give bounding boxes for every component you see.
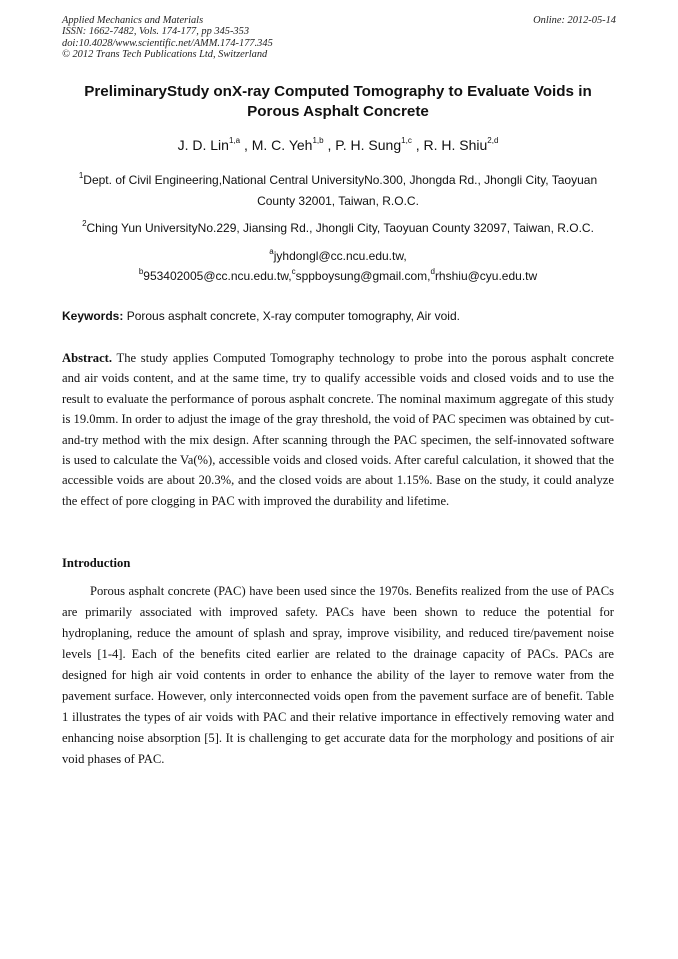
author-separator: , [240, 137, 252, 153]
issn-line: ISSN: 1662-7482, Vols. 174-177, pp 345-353 [62, 26, 250, 38]
copyright-line: © 2012 Trans Tech Publications Ltd, Switzerland [62, 49, 268, 61]
author-name: M. C. Yeh [251, 137, 313, 153]
abstract-section [62, 348, 614, 511]
online-date: Online: 2012-05-14 [533, 15, 616, 26]
email-mark: b [138, 267, 144, 276]
email-list [62, 246, 614, 286]
paper-title: PreliminaryStudy onX-ray Computed Tomography to Evaluate Voids in Porous Asphalt Concrete [84, 83, 592, 120]
author-list [62, 136, 614, 154]
affiliation-2 [62, 218, 614, 239]
journal-header [62, 15, 273, 61]
email-link[interactable]: jyhdongl@cc.ncu.edu.tw, [273, 249, 407, 263]
affiliation-mark: 1 [78, 171, 84, 180]
author-name: R. H. Shiu [423, 137, 488, 153]
email-mark: c [291, 267, 296, 276]
introduction-heading: Introduction [62, 556, 131, 570]
author-affiliation-mark: 1,a [228, 136, 241, 146]
email-link[interactable]: 953402005@cc.ncu.edu.tw, [143, 269, 292, 283]
author-affiliation-mark: 1,c [401, 136, 412, 146]
keywords-text: Porous asphalt concrete, X-ray computer tomography, Air void. [126, 309, 460, 323]
author-name: P. H. Sung [335, 137, 402, 153]
abstract-label: Abstract. [62, 351, 113, 365]
keywords-label: Keywords: [62, 309, 124, 323]
author-separator: , [323, 137, 336, 153]
author-name: J. D. Lin [177, 137, 229, 153]
email-link[interactable]: rhshiu@cyu.edu.tw [434, 269, 538, 283]
email-line-2 [62, 266, 614, 286]
author-affiliation-mark: 2,d [487, 136, 499, 146]
affiliation-1 [62, 170, 614, 212]
email-mark: d [430, 267, 435, 276]
author-affiliation-mark: 1,b [312, 136, 324, 146]
keywords-section [62, 308, 614, 324]
email-link[interactable]: sppboysung@gmail.com, [295, 269, 431, 283]
email-mark: a [269, 247, 274, 256]
affiliation-text: Ching Yun UniversityNo.229, Jiansing Rd., Jhongli City, Taoyuan County 32097, Taiwan, R.O.C. [86, 221, 594, 235]
journal-name: Applied Mechanics and Materials [62, 15, 204, 26]
affiliation-text: Dept. of Civil Engineering,National Central UniversityNo.300, Jhongda Rd., Jhongli City, Taoyuan County 32001, Taiwan, R.O.C. [83, 173, 598, 208]
introduction-paragraph: Porous asphalt concrete (PAC) have been used since the 1970s. Benefits realized from the use of PACs are primarily associated with improved safety. PACs have been shown to reduce the potential for hydroplaning, reduce the amount of splash and spray, improve visibility, and reduced tire/pavement noise levels [1-4]. Each of the benefits cited earlier are related to the drainage capacity of PACs. PACs are designed for high air void contents in order to enhance the ability of the layer to remove water from the pavement surface. However, only interconnected voids open from the pavement surface are of benefit. Table 1 illustrates the types of air voids with PAC and their relative importance in effectively removing water and enhancing noise absorption [5]. It is challenging to get accurate data for the morphology and positions of air void phases of PAC. [62, 584, 614, 766]
affiliation-mark: 2 [82, 219, 87, 228]
doi-line: doi:10.4028/www.scientific.net/AMM.174-177.345 [62, 37, 273, 49]
author-separator: , [411, 137, 424, 153]
email-line-1 [62, 246, 614, 266]
abstract-text: The study applies Computed Tomography technology to probe into the porous asphalt concrete and air voids content, and at the same time, try to qualify accessible voids and closed voids and to use the result to evaluate the performance of porous asphalt concrete. The nominal maximum aggregate of this study is 19.0mm. In order to adjust the image of the gray threshold, the void of PAC specimen was obtained by cut-and-try method with the mix design. After scanning through the PAC specimen, the self-innovated software is used to calculate the Va(%), accessible voids and closed voids. After careful calculation, it showed that the accessible voids are about 20.3%, and the closed voids are about 1.15%. Base on the study, it could analyze the effect of pore clogging in PAC with improved the durability and lifetime. [62, 351, 614, 508]
